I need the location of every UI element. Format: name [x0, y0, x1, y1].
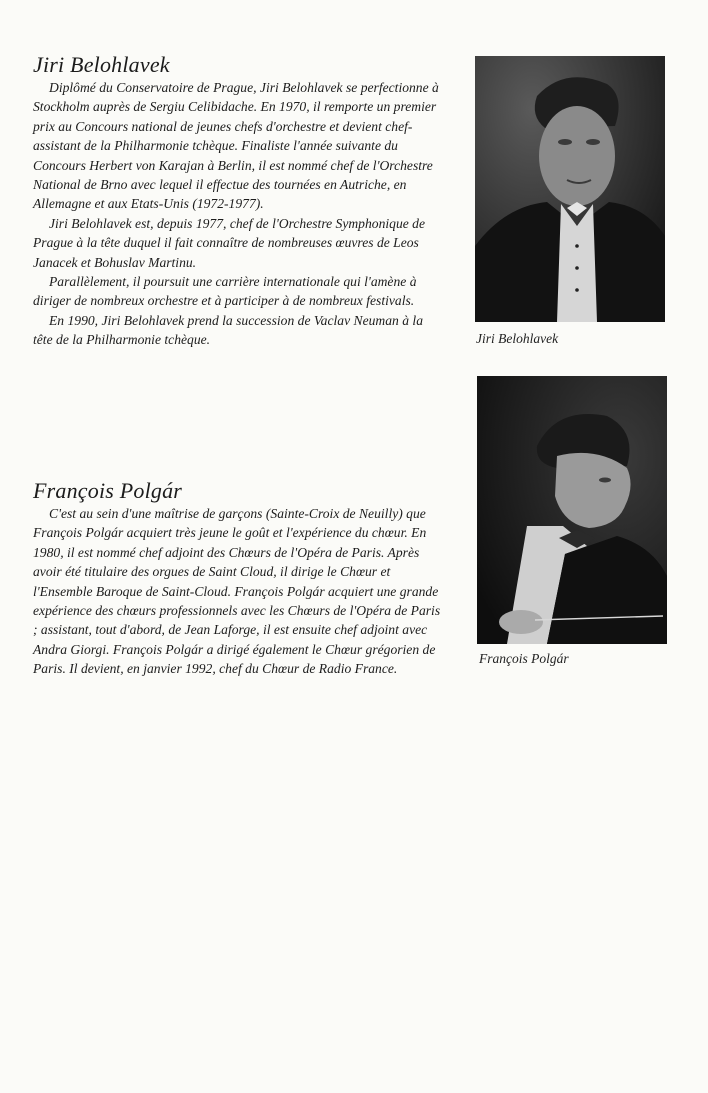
- bio-text: [33, 504, 445, 679]
- bio-paragraph: Diplômé du Conservatoire de Prague, Jiri Belohlavek se perfectionne à Stockholm auprès de Sergiu Celibidache. En 1970, il remporte un premier prix au Concours national de jeunes chefs d'orchestre et devient chef-assistant de la Philharmonie tchèque. Finaliste l'année suivante du Concours Herbert von Karajan à Berlin, il est nommé chef de l'Orchestre National de Brno avec lequel il effectue des tournées en Autriche, en Allemagne et aux Etats-Unis (1972-1977).: [33, 80, 439, 212]
- bio-paragraph: En 1990, Jiri Belohlavek prend la succession de Vaclav Neuman à la tête de la Philharmonie tchèque.: [33, 312, 423, 348]
- bio-name: Jiri Belohlavek: [33, 52, 170, 77]
- photo-caption: Jiri Belohlavek: [476, 331, 559, 346]
- bio-jiri-belohlavek: [33, 52, 445, 350]
- bio-paragraph: Jiri Belohlavek est, depuis 1977, chef de l'Orchestre Symphonique de Prague à la tête duquel il fait connaître de nombreuses œuvres de Leos Janacek et Bohuslav Martinu.: [33, 215, 425, 270]
- bio-paragraph: C'est au sein d'une maîtrise de garçons (Sainte-Croix de Neuilly) que François Polgár acquiert très jeune le goût et l'expérience du chœur. En 1980, il est nommé chef adjoint des Chœurs de l'Opéra de Paris. Après avoir été titulaire des orgues de Saint Cloud, il dirige le Chœur et l'Ensemble Baroque de Saint-Cloud. François Polgár acquiert une grande expérience des chœurs professionnels avec les Chœurs de l'Opéra de Paris ; assistant, tout d'abord, de Jean Laforge, il est ensuite chef adjoint avec Andra Giorgi. François Polgár a dirigé également le Chœur grégorien de Paris. Il devient, en janvier 1992, chef du Chœur de Radio France.: [33, 506, 441, 677]
- portrait-photo-francois-polgar: [477, 376, 667, 644]
- portrait-photo-jiri-belohlavek: [475, 56, 665, 322]
- photo-caption: François Polgár: [479, 651, 569, 666]
- bio-francois-polgar: [33, 478, 445, 679]
- bio-paragraph: Parallèlement, il poursuit une carrière internationale qui l'amène à diriger de nombreux orchestre et à participer à de nombreux festivals.: [33, 274, 417, 309]
- bio-name: François Polgár: [33, 478, 183, 503]
- bio-text: [33, 78, 445, 350]
